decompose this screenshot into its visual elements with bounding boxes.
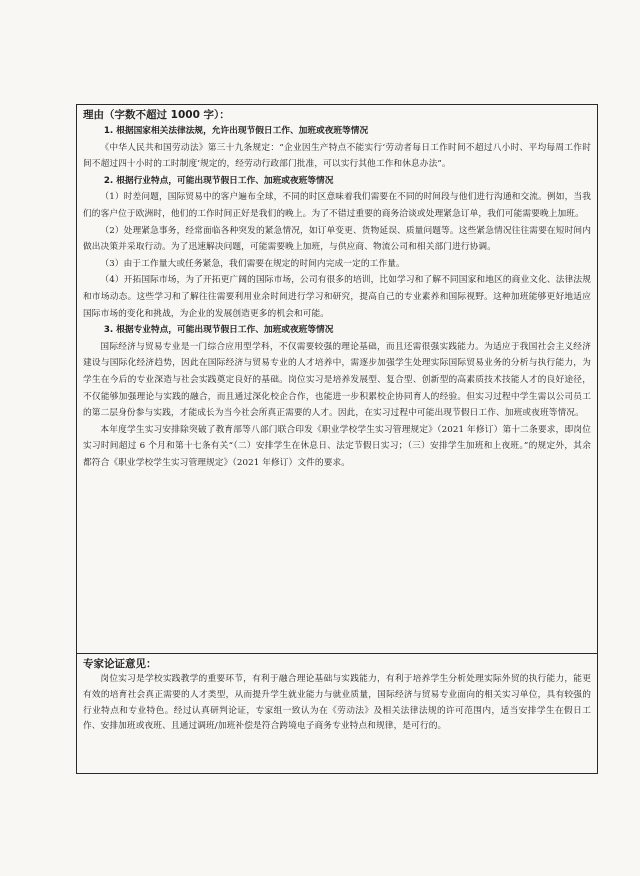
- heading-major: 3. 根据专业特点，可能出现节假日工作、加班或夜班等情况: [103, 325, 334, 336]
- document-form-table: [76, 104, 598, 774]
- paragraph-time-difference: （1）时差问题，国际贸易中的客户遍布全球，不同的时区意味着我们需要在不同的时间段与他们进行沟通和交流。例如，当我们的客户位于欧洲时，他们的工作时间正好是我们的晚上。为了不错过重要的商务洽谈或处理紧急订单，我们可能需要晚上加班。: [83, 192, 591, 219]
- expert-opinion-section: [77, 653, 597, 773]
- paragraph-urgent-affairs: （2）处理紧急事务，经常面临各种突发的紧急情况，如订单变更、货物延误、质量问题等。这些紧急情况往往需要在短时间内做出决策并采取行动。为了迅速解决问题，可能需要晚上加班，与供应商、物流公司和相关部门进行协调。: [83, 225, 591, 253]
- paragraph-labor-law: 《中华人民共和国劳动法》第三十九条规定：“企业因生产特点不能实行‘劳动者每日工作时间不超过八小时、平均每周工作时间不超过四十小时的工时制度’规定的，经劳动行政部门批准，可以实行其他工作和休息办法”。: [83, 142, 591, 170]
- paragraph-international-market: （4）开拓国际市场，为了开拓更广阔的国际市场，公司有很多的培训，比如学习和了解不同国家和地区的商业文化、法律法规和市场动态。这些学习和了解往往需要利用业余时间进行学习和研究，提高自己的专业素养和国际视野。这种加班能够更好地适应国际市场的变化和挑战，为企业的发展创造更多的机会和可能。: [83, 275, 591, 319]
- heading-industry: 2. 根据行业特点，可能出现节假日工作、加班或夜班等情况: [103, 175, 334, 186]
- heading-national-law: 1. 根据国家相关法律法规，允许出现节假日工作、加班或夜班等情况: [103, 126, 369, 136]
- paragraph-internship-regulation: 本年度学生实习安排除突破了教育部等八部门联合印发《职业学校学生实习管理规定》（2021 年修订）第十二条要求，即岗位实习时间超过 6 个月和第十七条有关“（二）安排学生在休息日、法定节假日实习；（三）安排学生加班和上夜班。”的规定外，其余都符合《职业学校学生实习管理规定》（2021 年修订）文件的要求。: [83, 424, 591, 468]
- paragraph-expert-opinion: 岗位实习是学校实践教学的重要环节，有利于融合理论基础与实践能力，有利于培养学生分析处理实际外贸的执行能力，能更有效的培育社会真正需要的人才类型，从而提升学生就业能力与就业质量，国际经济与贸易专业面向的相关实习单位，具有较强的行业特点和专业特色。经过认真研判论证，专家组一致认为在《劳动法》及相关法律法规的许可范围内，适当安排学生在假日工作、安排加班或夜班、且通过调班/加班补偿是符合跨境电子商务专业特点和规律，是可行的。: [83, 674, 591, 732]
- expert-section-title: 专家论证意见：: [83, 658, 157, 670]
- paragraph-major-description: 国际经济与贸易专业是一门综合应用型学科，不仅需要较强的理论基础，而且还需很强实践能力。为适应于我国社会主义经济建设与国际化经济趋势，因此在国际经济与贸易专业的人才培养中，需逐步加强学生处理实际国际贸易业务的分析与执行能力，为学生在今后的专业深造与社会实践奠定良好的基础。岗位实习是培养发展型、复合型、创新型的高素质技术技能人才的良好途径，不仅能够加强理论与实践的融合，而且通过深化校企合作，也能进一步积累校企协同育人的经验。但实习过程中学生需以公司员工的第二层身份参与实践，才能成长为当今社会所真正需要的人才。因此，在实习过程中可能出现节假日工作、加班或夜班等情况。: [83, 341, 591, 419]
- paragraph-workload: （3）由于工作量大或任务紧急，我们需要在规定的时间内完成一定的工作量。: [100, 258, 405, 269]
- reason-section-title: 理由（字数不超过 1000 字）：: [83, 109, 230, 121]
- reason-section: [77, 105, 597, 653]
